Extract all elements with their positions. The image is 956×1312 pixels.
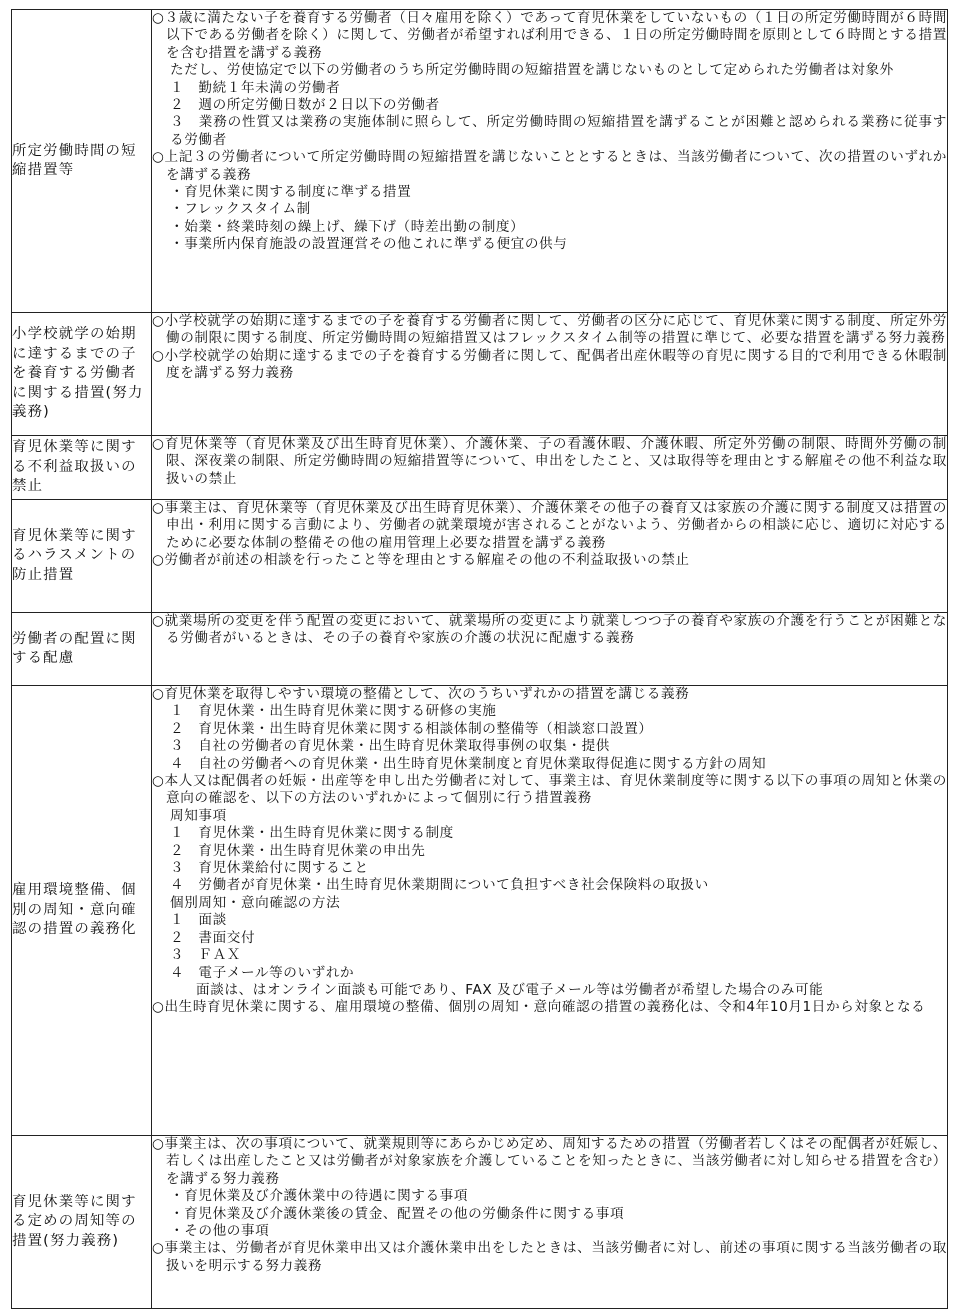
content-line: ４ 労働者が育児休業・出生時育児休業期間について負担すべき社会保険料の取扱い [170,877,709,894]
content-line: ○小学校就学の始期に達するまでの子を養育する労働者に関して、配偶者出産休暇等の育児に関する目的で利用できる休暇制度を講ずる努力義務 [152,347,947,382]
table-row [12,10,948,313]
content-line: ３ 業務の性質又は業務の実施体制に照らして、所定労働時間の短縮措置を講ずることが困難と認められる業務に従事する労働者 [170,114,947,148]
content-line: ３ ＦＡＸ [170,947,241,964]
content-line: １ 面談 [170,912,227,929]
row-heading: 所定労働時間の短縮措置等 [12,10,152,313]
content-line: １ 勤続１年未満の労働者 [170,79,341,96]
row-content [152,436,948,500]
content-line: 面談は、はオンライン面談も可能であり、FAX 及び電子メール等は労働者が希望した場合のみ可能 [196,981,824,998]
content-line: ・その他の事項 [170,1223,270,1240]
content-line: ○育児休業を取得しやすい環境の整備として、次のうちいずれかの措置を講じる義務 [152,686,690,702]
row-heading: 育児休業等に関する定めの周知等の措置(努力義務) [12,1136,152,1309]
content-line: ○育児休業等（育児休業及び出生時育児休業）、介護休業、子の看護休暇、介護休暇、所定外労働の制限、時間外労働の制限、深夜業の制限、所定労働時間の短縮措置等について、申出をしたこと、又は取得等を理由とする解雇その他不利益な取扱いの禁止 [152,436,947,487]
table-row [12,1136,948,1309]
row-heading: 労働者の配置に関する配慮 [12,613,152,686]
row-content [152,313,948,436]
content-line: ２ 育児休業・出生時育児休業の申出先 [170,842,426,859]
row-content [152,500,948,613]
row-content [152,686,948,1136]
row-heading: 小学校就学の始期に達するまでの子を養育する労働者に関する措置(努力義務) [12,313,152,436]
content-line: ・育児休業に関する制度に準ずる措置 [170,184,412,201]
content-line: ３ 育児休業給付に関すること [170,860,369,877]
content-line: ○出生時育児休業に関する、雇用環境の整備、個別の周知・意向確認の措置の義務化は、令和4年10月1日から対象となる [152,999,926,1016]
row-content [152,613,948,686]
content-line: ・始業・終業時刻の繰上げ、繰下げ（時差出勤の制度） [170,218,525,235]
content-line: ○労働者が前述の相談を行ったこと等を理由とする解雇その他の不利益取扱いの禁止 [152,552,690,569]
content-line: ○３歳に満たない子を養育する労働者（日々雇用を除く）であって育児休業をしていないもの（１日の所定労働時間が６時間以下である労働者を除く）に関して、労働者が希望すれば利用できる、１日の所定労働時間を原則として６時間とする措置を含む措置を講ずる義務 [152,10,947,61]
content-line: ただし、労使協定で以下の労働者のうち所定労働時間の短縮措置を講じないものとして定められた労働者は対象外 [170,62,894,79]
content-line: ４ 電子メール等のいずれか [170,964,355,981]
row-content [152,10,948,313]
table-row [12,500,948,613]
table-body [12,10,948,1309]
content-line: ○本人又は配偶者の妊娠・出産等を申し出た労働者に対して、事業主は、育児休業制度等に関する以下の事項の周知と休業の意向の確認を、以下の方法のいずれかによって個別に行う措置義務 [152,773,947,807]
content-line: ○事業主は、次の事項について、就業規則等にあらかじめ定め、周知するための措置（労働者若しくはその配偶者が妊娠し、若しくは出産したこと又は労働者が対象家族を介護していることを知ったときに、当該労働者に対し知らせる措置を含む）を講ずる努力義務 [152,1136,947,1187]
childcare-leave-measures-table [11,9,948,1309]
content-line: ○就業場所の変更を伴う配置の変更において、就業場所の変更により就業しつつ子の養育や家族の介護を行うことが困難となる労働者がいるときは、その子の養育や家族の介護の状況に配慮する義務 [152,613,947,647]
content-line: ・事業所内保育施設の設置運営その他これに準ずる便宜の供与 [170,236,568,253]
table-row [12,686,948,1136]
row-heading: 育児休業等に関するハラスメントの防止措置 [12,500,152,613]
table-row [12,436,948,500]
content-line: ○事業主は、育児休業等（育児休業及び出生時育児休業）、介護休業その他子の養育又は家族の介護に関する制度又は措置の申出・利用に関する言動により、労働者の就業環境が害されることがないよう、労働者からの相談に応じ、適切に対応するために必要な体制の整備その他の雇用管理上必要な措置を講ずる義務 [152,500,947,551]
row-heading: 雇用環境整備、個別の周知・意向確認の措置の義務化 [12,686,152,1136]
content-line: ２ 書面交付 [170,929,256,946]
content-line: ・育児休業及び介護休業後の賃金、配置その他の労働条件に関する事項 [170,1205,625,1222]
content-line: １ 育児休業・出生時育児休業に関する研修の実施 [170,703,497,720]
content-line: 周知事項 [170,807,227,824]
content-line: ○上記３の労働者について所定労働時間の短縮措置を講じないこととするときは、当該労働者について、次の措置のいずれかを講ずる義務 [152,149,947,183]
content-line: ３ 自社の労働者の育児休業・出生時育児休業取得事例の収集・提供 [170,738,611,755]
content-line: ４ 自社の労働者への育児休業・出生時育児休業制度と育児休業取得促進に関する方針の周知 [170,755,767,772]
row-content [152,1136,948,1309]
content-line: ２ 週の所定労働日数が２日以下の労働者 [170,97,440,114]
table-row [12,313,948,436]
content-line: ○事業主は、労働者が育児休業申出又は介護休業申出をしたときは、当該労働者に対し、前述の事項に関する当該労働者の取扱いを明示する努力義務 [152,1240,947,1274]
content-line: ２ 育児休業・出生時育児休業に関する相談体制の整備等（相談窓口設置） [170,720,653,737]
content-line: ○小学校就学の始期に達するまでの子を養育する労働者に関して、労働者の区分に応じて、育児休業に関する制度、所定外労働の制限に関する制度、所定労働時間の短縮措置又はフレックスタイム制等の措置に準じて、必要な措置を講ずる努力義務 [152,313,947,347]
content-line: 個別周知・意向確認の方法 [170,894,341,911]
content-line: １ 育児休業・出生時育児休業に関する制度 [170,825,454,842]
content-line: ・フレックスタイム制 [170,201,311,218]
content-line: ・育児休業及び介護休業中の待遇に関する事項 [170,1188,469,1205]
row-heading: 育児休業等に関する不利益取扱いの禁止 [12,436,152,500]
table-row [12,613,948,686]
